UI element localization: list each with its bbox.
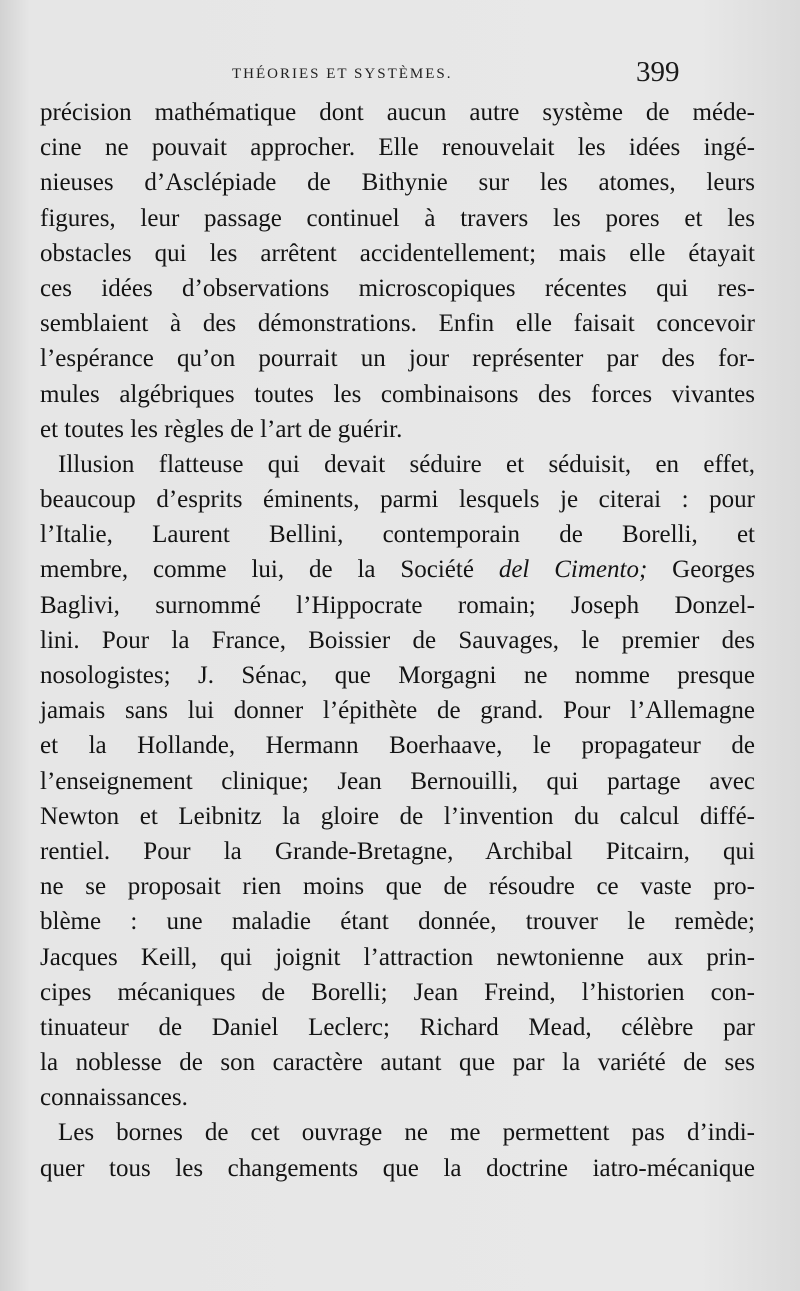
running-head-title: THÉORIES ET SYSTÈMES.: [232, 66, 453, 82]
page-number: 399: [636, 56, 680, 88]
text-line: la noblesse de son caractère autant que par la variété de ses: [40, 1049, 755, 1077]
text-line: nosologistes; J. Sénac, que Morgagni ne nomme presque: [40, 662, 755, 689]
text-line: l’espérance qu’on pourrait un jour représenter par des for-: [40, 345, 755, 373]
text-line: Jacques Keill, qui joignit l’attraction newtonienne aux prin-: [40, 943, 755, 971]
text-line: quer tous les changements que la doctrine iatro-mécanique: [40, 1154, 755, 1182]
text-line: cipes mécaniques de Borelli; Jean Freind, l’historien con-: [40, 978, 755, 1006]
text-line: lini. Pour la France, Boissier de Sauvages, le premier des: [40, 626, 755, 654]
text-line: cine ne pouvait approcher. Elle renouvelait les idées ingé-: [40, 134, 755, 162]
text-line: Illusion flatteuse qui devait séduire et séduisit, en effet,: [58, 450, 755, 478]
text-line: semblaient à des démonstrations. Enfin elle faisait concevoir: [40, 310, 755, 338]
text-line: ces idées d’observations microscopiques récentes qui res-: [40, 274, 755, 302]
text-line: rentiel. Pour la Grande-Bretagne, Archibal Pitcairn, qui: [40, 837, 755, 865]
text-line: Baglivi, surnommé l’Hippocrate romain; Joseph Donzel-: [40, 591, 755, 619]
text-line: nieuses d’Asclépiade de Bithynie sur les atomes, leurs: [40, 169, 755, 197]
text-segment: Georges: [647, 556, 755, 584]
text-line: blème : une maladie étant donnée, trouver le remède;: [40, 908, 755, 936]
text-line: jamais sans lui donner l’épithète de grand. Pour l’Allemagne: [40, 697, 755, 725]
text-line: mules algébriques toutes les combinaisons des forces vivantes: [40, 380, 755, 408]
text-line: l’Italie, Laurent Bellini, contemporain de Borelli, et: [40, 521, 755, 549]
text-line: tinuateur de Daniel Leclerc; Richard Mead, célèbre par: [40, 1013, 755, 1041]
text-line: connaissances.: [40, 1084, 188, 1112]
text-line: Les bornes de cet ouvrage ne me permettent pas d’indi-: [58, 1119, 755, 1147]
body-text: [40, 95, 755, 1186]
text-segment: membre, comme lui, de la Société: [40, 556, 474, 584]
text-line: et la Hollande, Hermann Boerhaave, le propagateur de: [40, 732, 755, 760]
italic-phrase: del Cimento;: [498, 556, 648, 584]
text-line: précision mathématique dont aucun autre système de méde-: [40, 99, 755, 126]
text-line: figures, leur passage continuel à travers les pores et les: [40, 204, 755, 232]
text-line: beaucoup d’esprits éminents, parmi lesquels je citerai : pour: [40, 486, 755, 514]
text-line: obstacles qui les arrêtent accidentellement; mais elle étayait: [40, 239, 755, 267]
text-line: et toutes les règles de l’art de guérir.: [40, 415, 403, 443]
text-line-with-italic: [40, 552, 755, 587]
text-line: l’enseignement clinique; Jean Bernouilli, qui partage avec: [40, 767, 755, 795]
running-header: [0, 56, 800, 92]
text-line: Newton et Leibnitz la gloire de l’invention du calcul diffé-: [40, 802, 755, 830]
text-line: ne se proposait rien moins que de résoudre ce vaste pro-: [40, 873, 755, 901]
